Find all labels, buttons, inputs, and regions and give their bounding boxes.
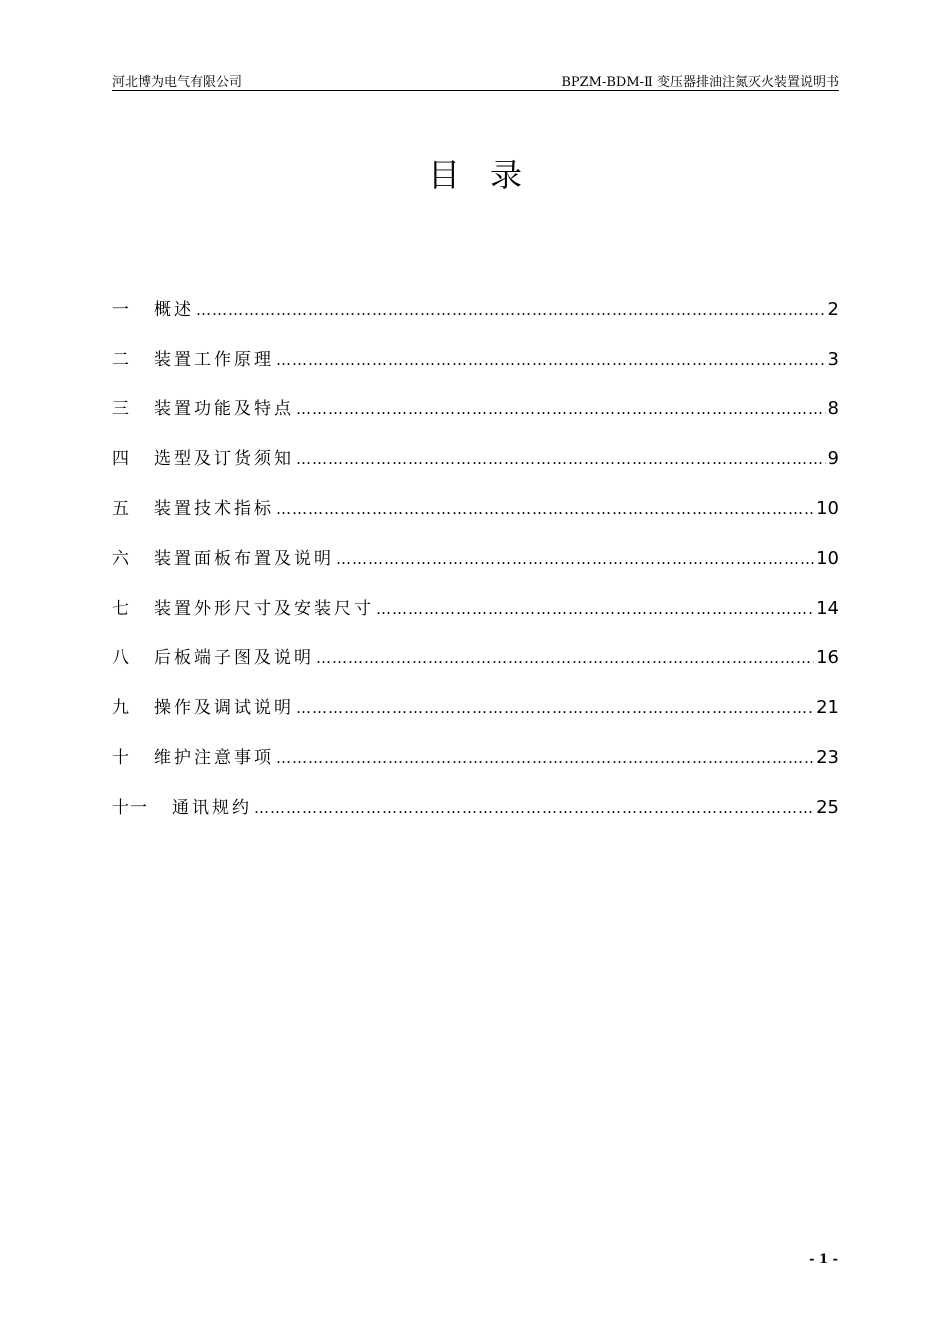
- toc-entry[interactable]: [112, 519, 839, 569]
- toc-entry-number: 六: [112, 548, 130, 569]
- toc-entry-page: 21: [816, 697, 839, 719]
- toc-entry[interactable]: [112, 270, 839, 320]
- page-number: - 1 -: [809, 1252, 838, 1267]
- toc-entry-number: 三: [112, 399, 130, 420]
- toc-leader-dots: [196, 300, 826, 320]
- toc-entry-page: 3: [827, 348, 839, 370]
- toc-entry-label: 装置功能及特点: [154, 399, 294, 420]
- toc-leader-dots: [336, 549, 814, 569]
- toc-entry-label: 装置技术指标: [154, 498, 274, 519]
- toc-entry-label: 选型及订货须知: [154, 449, 294, 470]
- page-header: [112, 70, 839, 91]
- toc-entry-page: 16: [816, 647, 839, 669]
- toc-leader-dots: [316, 648, 814, 668]
- toc-entry[interactable]: [112, 320, 839, 370]
- toc-entry-page: 2: [827, 298, 839, 320]
- toc-entry[interactable]: [112, 718, 839, 768]
- toc-entry-label: 装置工作原理: [154, 349, 274, 370]
- toc-entry-page: 14: [816, 597, 839, 619]
- toc-entry[interactable]: [112, 768, 839, 818]
- toc-leader-dots: [296, 698, 814, 718]
- toc-entry-number: 十一: [112, 797, 148, 818]
- toc-entry-number: 五: [112, 498, 130, 519]
- toc-entry-label: 后板端子图及说明: [154, 648, 314, 669]
- toc-leader-dots: [276, 499, 814, 519]
- table-of-contents: [112, 270, 839, 818]
- toc-entry-number: 二: [112, 349, 130, 370]
- toc-leader-dots: [296, 449, 826, 469]
- header-doc-title: BPZM-BDM-Ⅱ 变压器排油注氮灭火装置说明书: [561, 75, 839, 90]
- toc-entry-page: 8: [827, 398, 839, 420]
- toc-entry[interactable]: [112, 569, 839, 619]
- toc-entry-label: 装置面板布置及说明: [154, 548, 334, 569]
- toc-leader-dots: [296, 399, 826, 419]
- toc-entry-number: 十: [112, 747, 130, 768]
- toc-entry-label: 装置外形尺寸及安装尺寸: [154, 598, 374, 619]
- toc-leader-dots: [376, 599, 814, 619]
- toc-leader-dots: [276, 350, 826, 370]
- toc-entry-page: 10: [816, 497, 839, 519]
- toc-entry-page: 25: [816, 796, 839, 818]
- toc-entry[interactable]: [112, 370, 839, 420]
- toc-title: 目录: [427, 156, 552, 194]
- toc-entry-page: 10: [816, 547, 839, 569]
- toc-entry-page: 23: [816, 746, 839, 768]
- toc-entry-label: 维护注意事项: [154, 747, 274, 768]
- toc-entry-number: 一: [112, 299, 130, 320]
- toc-entry-label: 概述: [154, 299, 194, 320]
- toc-entry[interactable]: [112, 469, 839, 519]
- toc-entry-number: 九: [112, 698, 130, 719]
- header-company: 河北博为电气有限公司: [112, 75, 243, 90]
- toc-entry-number: 八: [112, 648, 130, 669]
- toc-leader-dots: [276, 748, 814, 768]
- toc-entry-page: 9: [827, 448, 839, 470]
- toc-entry-label: 通讯规约: [172, 797, 252, 818]
- toc-leader-dots: [254, 798, 814, 818]
- toc-entry[interactable]: [112, 668, 839, 718]
- toc-entry-number: 七: [112, 598, 130, 619]
- toc-entry-number: 四: [112, 449, 130, 470]
- toc-entry-label: 操作及调试说明: [154, 698, 294, 719]
- toc-entry[interactable]: [112, 619, 839, 669]
- toc-entry[interactable]: [112, 419, 839, 469]
